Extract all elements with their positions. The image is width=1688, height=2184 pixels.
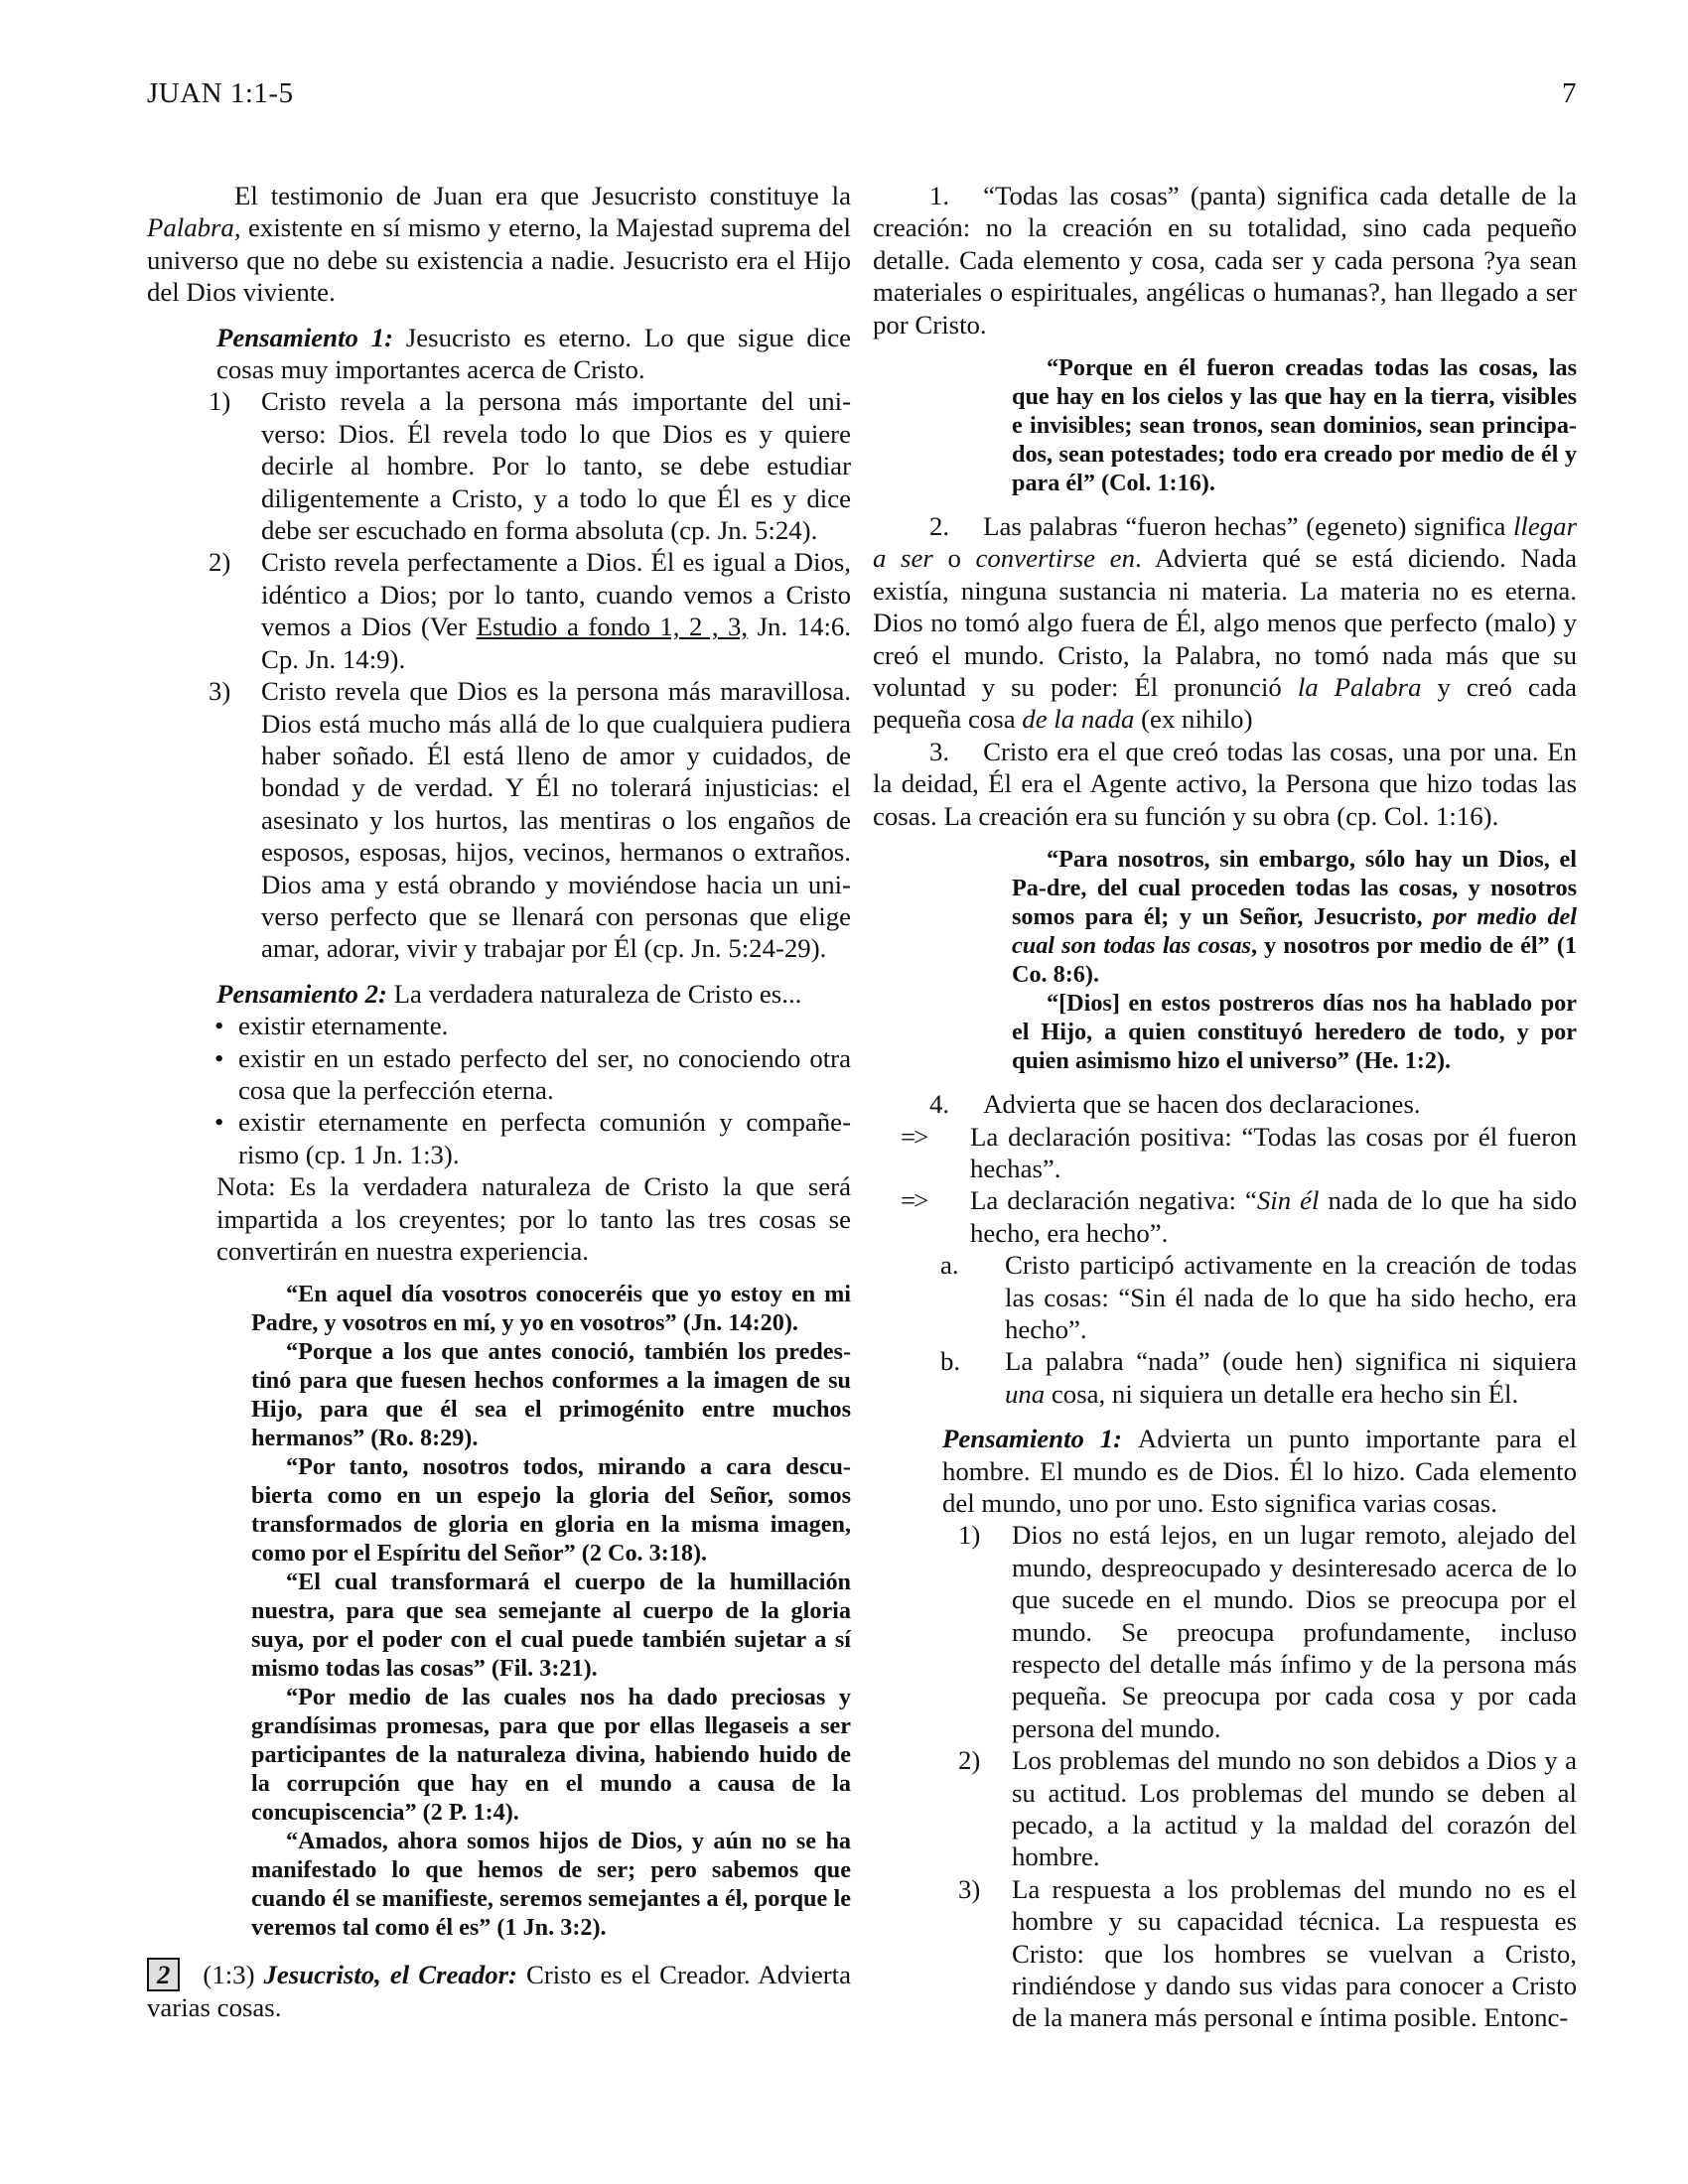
- list-marker: a.: [940, 1250, 959, 1281]
- text-run: “Porque en él fueron creadas todas las cosas, las que hay en los cielos y las que hay en la tierra, visibles e invisibles; sean tronos, sean dominios, sean principa-dos, sean potestades; todo era creado por medio de él y para él” (Col. 1:16).: [1012, 354, 1577, 497]
- letter-item-a: [873, 1249, 1577, 1345]
- text-run: Pensamiento 1:: [216, 322, 406, 352]
- text-run: Cristo revela perfectamente a Dios. Él es igual a Dios, idéntico a Dios; por lo tanto, cuando vemos a Cristo vemos a Dios (Ver: [261, 547, 851, 642]
- text-run: nada de lo que ha sido hecho, era hecho”.: [970, 1185, 1577, 1248]
- text-run: , existente en sí mismo y eterno, la Majestad suprema del universo que no debe su existencia a nadie. Jesucristo era el Hijo del Dios viviente.: [147, 212, 851, 308]
- numbered-item-3: [147, 675, 851, 965]
- numbered-item-2: [147, 546, 851, 675]
- text-run: Palabra: [147, 212, 234, 243]
- text-run: “Por medio de las cuales nos ha dado preciosas y grandísimas promesas, para que por ellas llegaseis a ser participantes de la naturaleza divina, habiendo huido de la corrupción que hay en el mundo a causa de la concupiscencia” (2 P. 1:4).: [251, 1684, 851, 1827]
- text-run: Las palabras “fueron hechas” (egeneto) significa: [983, 511, 1513, 542]
- scripture-quote: [1012, 989, 1577, 1075]
- text-run: Nota: Es la verdadera naturaleza de Cristo la que será impartida a los creyentes; por lo tanto las tres cosas se convertirán en nuestra experiencia.: [216, 1171, 851, 1266]
- list-marker: 1.: [929, 181, 950, 210]
- text-run: “Porque a los que antes conoció, también los predes-tinó para que fuesen hechos conformes a la imagen de su Hijo, para que él sea el primogénito entre muchos hermanos” (Ro. 8:29).: [251, 1338, 851, 1452]
- left-column: [147, 180, 851, 2034]
- list-marker: =>: [901, 1121, 927, 1152]
- scripture-quote: [1012, 353, 1577, 497]
- text-run: y creó cada pequeña cosa: [873, 672, 1578, 735]
- scripture-quote: [251, 1568, 851, 1683]
- section-2-heading: [147, 1958, 851, 2023]
- text-run: Cristo es el Creador. Advierta varias cosas.: [147, 1960, 851, 2023]
- text-run: Los problemas del mundo no son debidos a Dios y a su actitud. Los problemas del mundo se deben al pecado, a la actitud y la maldad del corazón del hombre.: [1012, 1745, 1577, 1872]
- text-run: “En aquel día vosotros conoceréis que yo estoy en mi Padre, y vosotros en mí, y yo en vosotros” (Jn. 14:20).: [251, 1281, 851, 1337]
- list-marker: =>: [901, 1185, 927, 1216]
- text-run: Jn. 14:6. Cp. Jn. 14:9).: [261, 612, 851, 674]
- scripture-quote-col116: [873, 353, 1577, 497]
- text-run: Advierta un punto importante para el hombre. El mundo es de Dios. Él lo hizo. Cada elemento del mundo, uno por uno. Esto significa varias cosas.: [942, 1424, 1577, 1518]
- text-run: Pensamiento 2:: [216, 978, 394, 1009]
- list-marker: 2): [209, 547, 231, 578]
- running-header: JUAN 1:1-5: [147, 77, 294, 109]
- sub-item-2: [873, 1744, 1577, 1873]
- text-run: o: [932, 543, 976, 574]
- page-number: 7: [1562, 77, 1577, 109]
- list-marker: 4.: [929, 1089, 950, 1120]
- point-1: [873, 180, 1577, 341]
- list-marker: 2): [958, 1745, 981, 1776]
- numbered-item-1: [147, 385, 851, 546]
- text-run: por medio del cual son todas las cosas: [1012, 903, 1577, 960]
- list-marker: 1): [209, 386, 231, 417]
- list-marker: 2.: [929, 511, 950, 542]
- text-run: Estudio a fondo 1, 2 , 3,: [476, 612, 749, 642]
- list-marker: •: [214, 1011, 224, 1041]
- nota-paragraph: [216, 1170, 851, 1267]
- text-run: La verdadera naturaleza de Cristo es...: [393, 978, 802, 1009]
- scripture-quotes-left: [147, 1280, 851, 1942]
- list-marker: 3): [209, 676, 231, 707]
- text-run: (ex nihilo): [1134, 704, 1253, 735]
- text-run: “Todas las cosas” (panta) significa cada detalle de la creación: no la creación en su totalidad, sino cada pequeño detalle. Cada elemento y cosa, cada ser y cada persona ?ya sean materiales o espirituales, angélicas o humanas?, han llegado a ser por Cristo.: [873, 181, 1577, 340]
- scripture-quote: [251, 1337, 851, 1452]
- text-run: la Palabra: [1297, 672, 1422, 703]
- pensamiento-1-right: [942, 1423, 1577, 1519]
- point-4: [873, 1088, 1577, 1120]
- text-run: “Por tanto, nosotros todos, mirando a cara descu-bierta como en un espejo la gloria del Señor, somos transformados de gloria en gloria en la misma imagen, como por el Espíritu del Señor” (2 Co. 3:18).: [251, 1453, 851, 1568]
- text-run: Cristo revela a la persona más importante del uni-verso: Dios. Él revela todo lo que Dios es y quiere decirle al hombre. Por lo tanto, se debe estudiar diligentemente a Cristo, y a todo lo que Él es y dice debe ser escuchado en forma absoluta (cp. Jn. 5:24).: [261, 386, 851, 546]
- text-run: El testimonio de Juan era que Jesucristo constituye la: [234, 181, 851, 210]
- two-column-body: [147, 180, 1577, 2034]
- text-run: La palabra “nada” (oude hen) significa ni siquiera: [1005, 1346, 1577, 1377]
- scripture-quote: [251, 1827, 851, 1942]
- text-run: Cristo participó activamente en la creación de todas las cosas: “Sin él nada de lo que ha sido hecho, era hecho”.: [1005, 1250, 1577, 1344]
- section-number-box: 2: [147, 1958, 180, 1991]
- scripture-quotes-right: [873, 845, 1577, 1075]
- text-run: La declaración positiva: “Todas las cosas por él fueron hechas”.: [970, 1121, 1577, 1183]
- declaration-negative: [873, 1184, 1577, 1249]
- list-marker: 3.: [929, 736, 950, 766]
- sub-item-3: [873, 1873, 1577, 2034]
- declaration-positive: [873, 1121, 1577, 1185]
- text-run: “El cual transformará el cuerpo de la humillación nuestra, para que sea semejante al cuerpo de la gloria suya, por el poder con el cual puede también sujetar a sí mismo todas las cosas” (Fil. 3:21).: [251, 1569, 851, 1683]
- scripture-quote: [251, 1452, 851, 1568]
- list-marker: 3): [958, 1873, 981, 1904]
- text-run: “Amados, ahora somos hijos de Dios, y aún no se ha manifestado lo que hemos de ser; pero sabemos que cuando él se manifieste, seremos semejantes a él, porque le veremos tal como él es” (1 Jn. 3:2).: [251, 1828, 851, 1942]
- list-marker: •: [214, 1042, 224, 1073]
- text-run: “[Dios] en estos postreros días nos ha hablado por el Hijo, a quien constituyó heredero de todo, y por quien asimismo hizo el universo” (He. 1:2).: [1012, 990, 1577, 1075]
- bullet-item-1: [147, 1010, 851, 1041]
- text-run: Cristo era el que creó todas las cosas, una por una. En la deidad, Él era el Agente activo, la Persona que hizo todas las cosas. La creación era su función y su obra (cp. Col. 1:16).: [873, 736, 1577, 831]
- scripture-quote: [251, 1683, 851, 1827]
- list-marker: •: [214, 1107, 224, 1138]
- point-2: [873, 510, 1577, 736]
- text-run: La declaración negativa: “: [970, 1185, 1257, 1216]
- text-run: una: [1005, 1378, 1046, 1409]
- text-run: llegar a ser: [873, 511, 1577, 574]
- bullet-item-2: [147, 1042, 851, 1107]
- sub-item-1: [873, 1519, 1577, 1744]
- text-run: Jesucristo es eterno. Lo que sigue dice cosas muy importantes acerca de Cristo.: [216, 322, 851, 385]
- list-marker: 1): [958, 1520, 981, 1551]
- text-run: , y nosotros por medio de él” (1 Co. 8:6).: [1012, 932, 1577, 989]
- list-marker: b.: [940, 1346, 961, 1377]
- point-3: [873, 736, 1577, 832]
- text-run: Pensamiento 1:: [942, 1424, 1138, 1454]
- text-run: existir eternamente.: [238, 1011, 449, 1041]
- text-run: Jesucristo, el Creador:: [263, 1960, 526, 1990]
- scripture-quote: [251, 1280, 851, 1337]
- opening-paragraph: [147, 180, 851, 309]
- text-run: convertirse en: [975, 543, 1135, 574]
- text-run: de la nada: [1022, 704, 1135, 735]
- text-run: existir eternamente en perfecta comunión y compañe-rismo (cp. 1 Jn. 1:3).: [238, 1107, 851, 1169]
- page-header: [147, 77, 1577, 110]
- text-run: . Advierta qué se está diciendo. Nada existía, ninguna sustancia ni materia. La materia no es eterna. Dios no tomó algo fuera de Él, algo menos que perfecto (malo) y creó el mundo. Cristo, la Palabra, no tomó nada más que su voluntad y su poder: Él pronunció: [873, 543, 1577, 703]
- text-run: Sin él: [1256, 1185, 1320, 1216]
- text-run: “Para nosotros, sin embargo, sólo hay un Dios, el Pa-dre, del cual proceden todas las cosas, y nosotros somos para él; y un Señor, Jesucristo,: [1012, 846, 1577, 931]
- right-column: [873, 180, 1577, 2034]
- text-run: Dios no está lejos, en un lugar remoto, alejado del mundo, despreocupado y desinteresado acerca de lo que sucede en el mundo. Dios se preocupa por el mundo. Se preocupa profundamente, incluso respecto del detalle más ínfimo y de la persona más pequeña. Se preocupa por cada cosa y por cada persona del mundo.: [1012, 1520, 1577, 1743]
- text-run: cosa, ni siquiera un detalle era hecho sin Él.: [1045, 1378, 1519, 1409]
- bullet-item-3: [147, 1106, 851, 1170]
- text-run: La respuesta a los problemas del mundo no es el hombre y su capacidad técnica. La respuesta es Cristo: que los hombres se vuelvan a Cristo, rindiéndose y dando sus vidas para conocer a Cristo de la manera más personal e íntima posible. Entonc-: [1012, 1873, 1577, 2033]
- text-run: existir en un estado perfecto del ser, no conociendo otra cosa que la perfección eterna.: [238, 1042, 851, 1105]
- scripture-quote: [1012, 845, 1577, 989]
- pensamiento-2-left: [216, 978, 851, 1010]
- text-run: Advierta que se hacen dos declaraciones.: [983, 1089, 1421, 1120]
- text-run: (1:3): [194, 1960, 264, 1990]
- text-run: Cristo revela que Dios es la persona más maravillosa. Dios está mucho más allá de lo que cualquiera pudiera haber soñado. Él está lleno de amor y cuidados, de bondad y de verdad. Y Él no tolerará injusticias: el asesinato y los hurtos, las mentiras o los engaños de esposos, esposas, hijos, vecinos, hermanos o extraños. Dios ama y está obrando y moviéndose hacia un uni-verso perfecto que se llenará con personas que elige amar, adorar, vivir y trabajar por Él (cp. Jn. 5:24-29).: [261, 676, 851, 964]
- letter-item-b: [873, 1345, 1577, 1410]
- pensamiento-1-left: [216, 322, 851, 386]
